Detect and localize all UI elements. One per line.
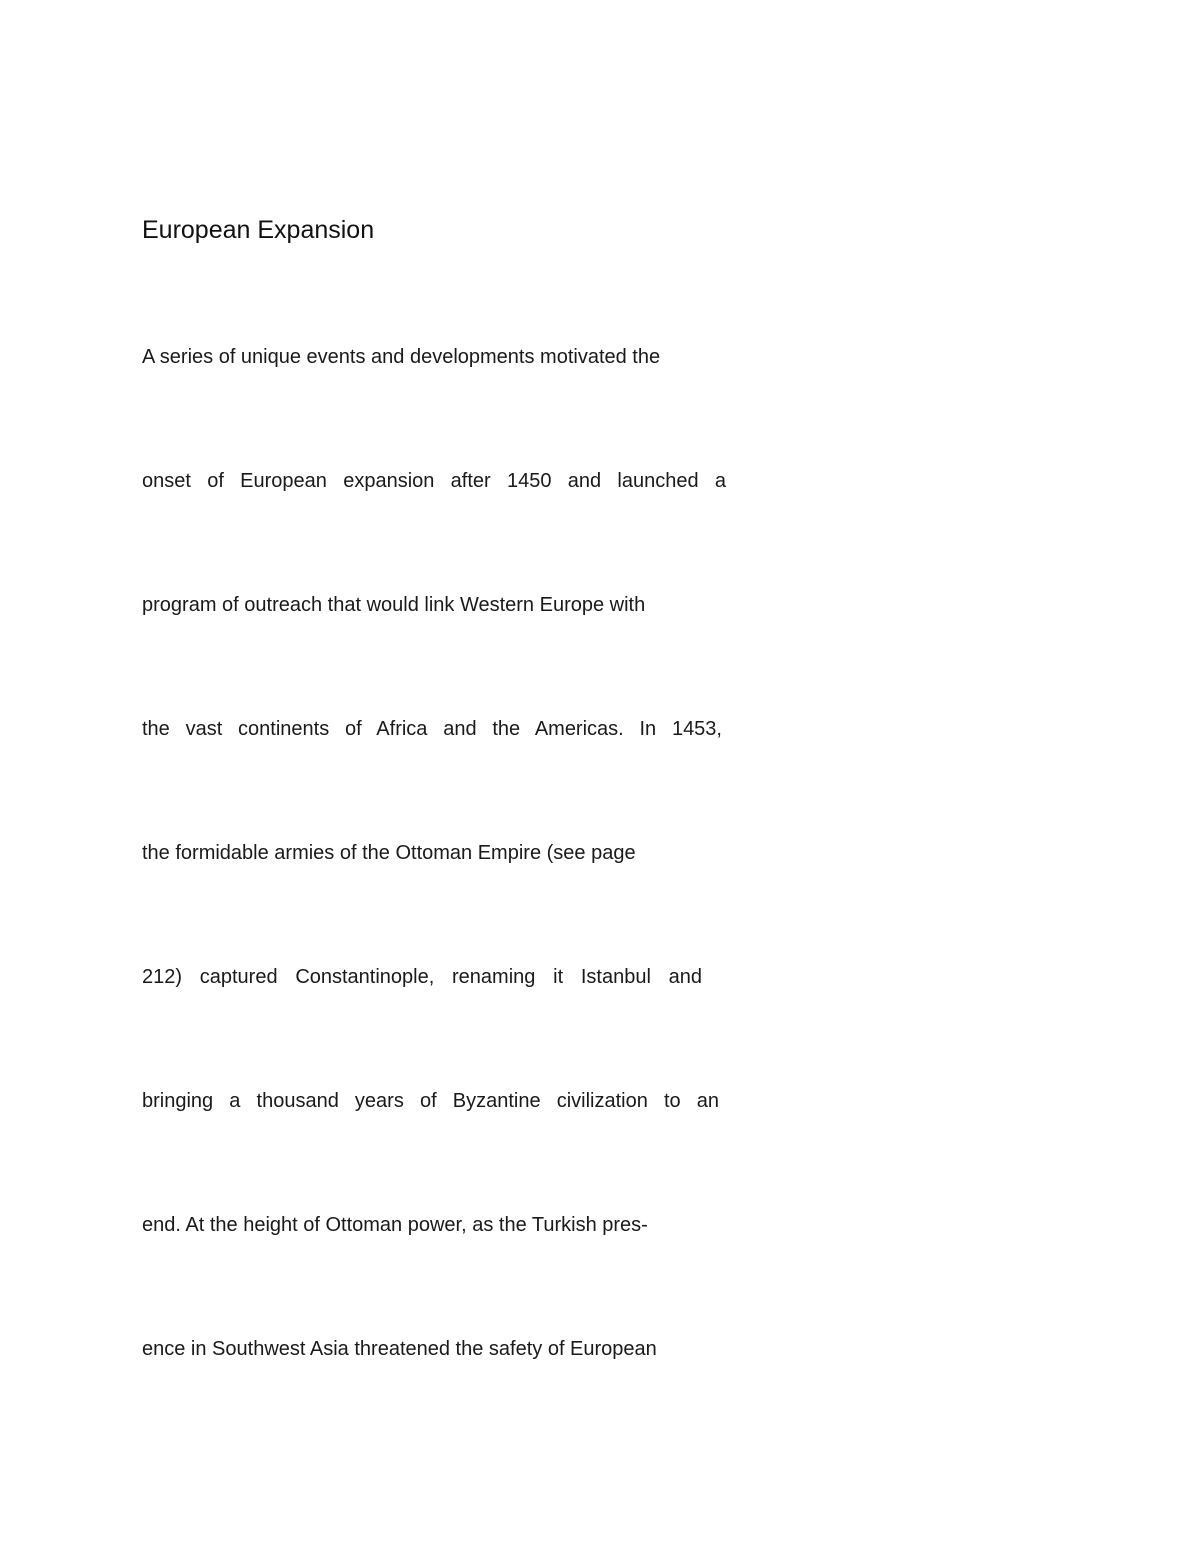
body-line: bringing a thousand years of Byzantine civilization to an xyxy=(142,1090,719,1112)
document-title: European Expansion xyxy=(142,216,375,244)
body-line: the vast continents of Africa and the Americas. In 1453, xyxy=(142,718,722,740)
body-line: end. At the height of Ottoman power, as the Turkish pres- xyxy=(142,1214,648,1236)
body-line: A series of unique events and developments motivated the xyxy=(142,346,661,368)
body-line: the formidable armies of the Ottoman Empire (see page xyxy=(142,842,636,864)
body-line: 212) captured Constantinople, renaming it Istanbul and xyxy=(142,966,702,988)
body-line: ence in Southwest Asia threatened the safety of European xyxy=(142,1338,657,1360)
body-line: program of outreach that would link Western Europe with xyxy=(142,594,646,616)
body-line: onset of European expansion after 1450 and launched a xyxy=(142,470,726,492)
